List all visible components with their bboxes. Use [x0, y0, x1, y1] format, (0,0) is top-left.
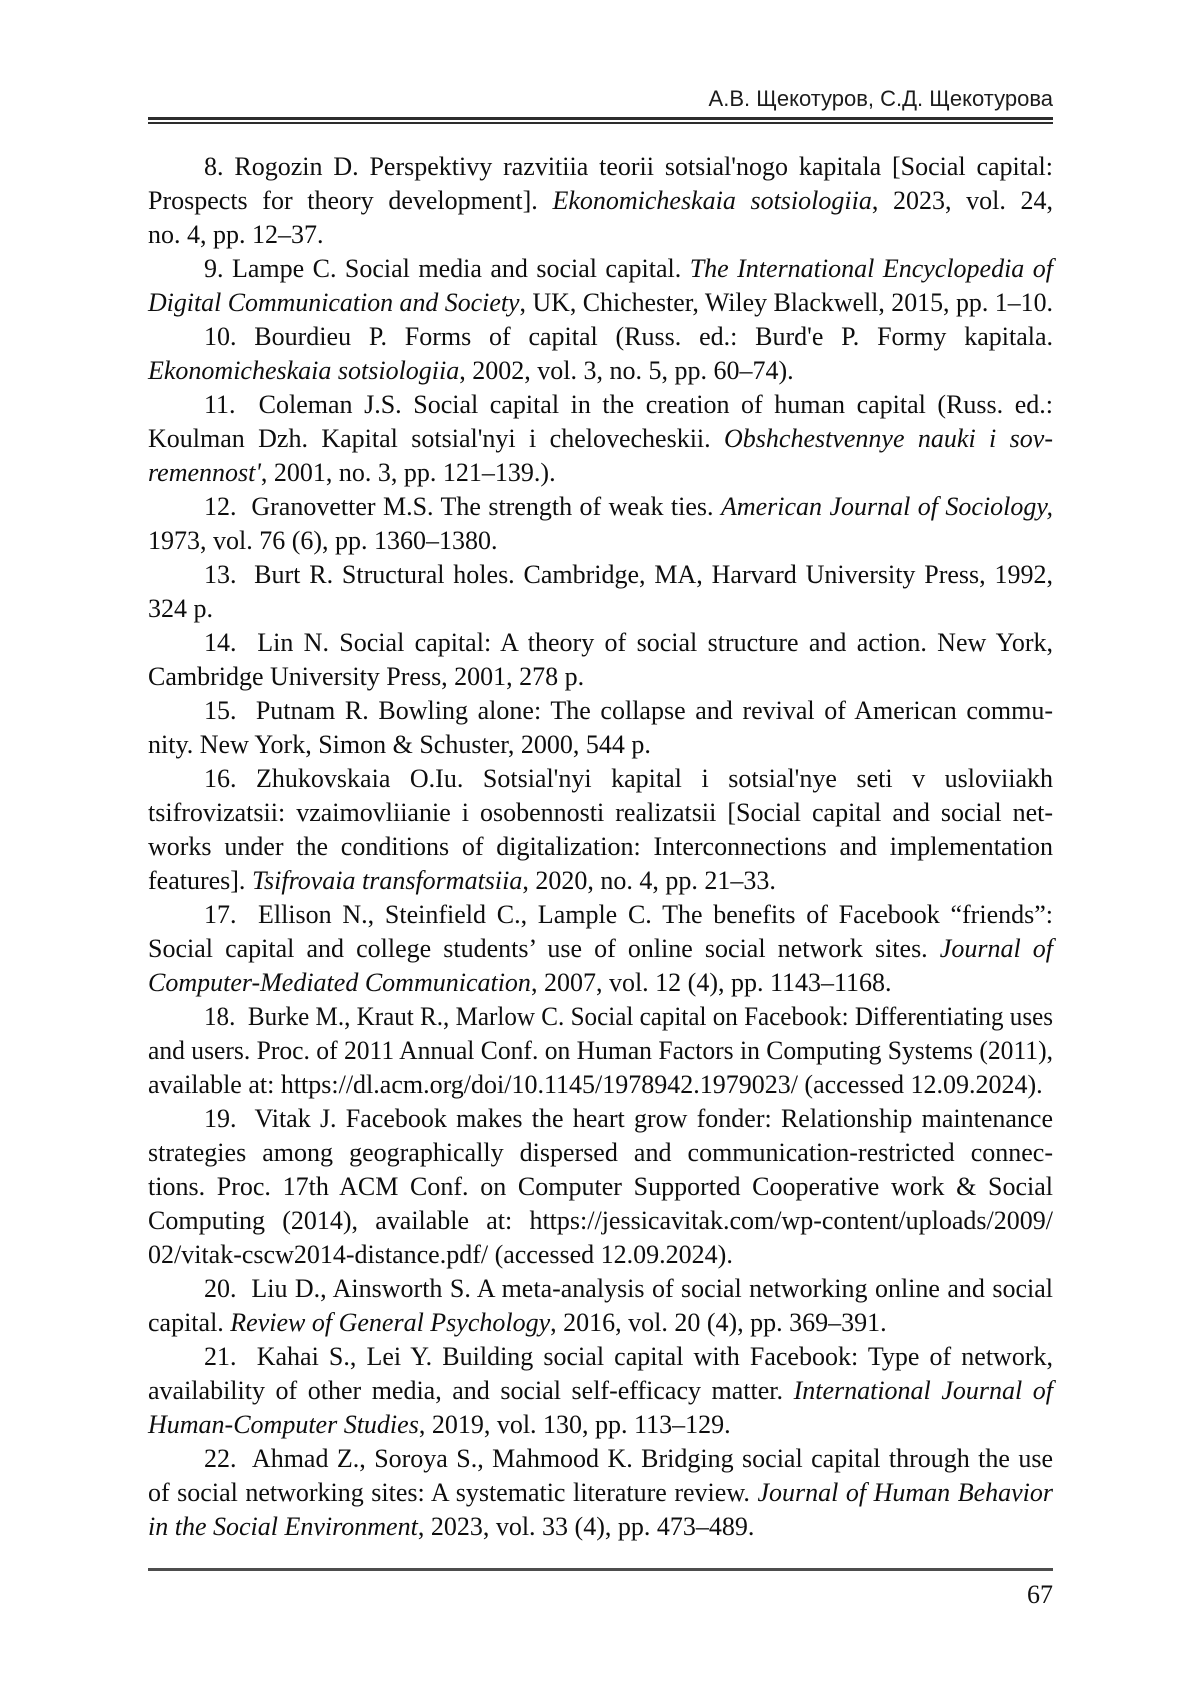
reference-line: Digital Communication and Society, UK, Chichester, Wiley Blackwell, 2015, pp. 1–10. — [148, 288, 1053, 317]
reference-line: and users. Proc. of 2011 Annual Conf. on Human Factors in Computing Systems (2011), — [148, 1036, 1053, 1065]
reference-line: Prospects for theory development]. Ekonomicheskaia sotsiologiia, 2023, vol. 24, — [148, 186, 1053, 215]
reference-line: 19. Vitak J. Facebook makes the heart grow fonder: Relationship maintenance — [204, 1104, 1053, 1133]
page-number: 67 — [1027, 1580, 1053, 1609]
reference-line: 21. Kahai S., Lei Y. Building social capital with Facebook: Type of network, — [204, 1342, 1053, 1371]
reference-line: remennost', 2001, no. 3, pp. 121–139.). — [148, 458, 556, 487]
reference-item — [148, 1340, 1053, 1442]
reference-item — [148, 150, 1053, 252]
reference-item — [148, 762, 1053, 898]
reference-line: tions. Proc. 17th ACM Conf. on Computer Supported Cooperative work & Social — [148, 1172, 1053, 1201]
reference-item — [148, 490, 1053, 558]
reference-line: features]. Tsifrovaia transformatsiia, 2020, no. 4, pp. 21–33. — [148, 866, 776, 895]
reference-item — [148, 252, 1053, 320]
reference-line: Koulman Dzh. Kapital sotsial'nyi i chelovecheskii. Obshchestvennye nauki i sov- — [148, 424, 1053, 453]
reference-line: 20. Liu D., Ainsworth S. A meta-analysis of social networking online and social — [204, 1274, 1053, 1303]
reference-line: tsifrovizatsii: vzaimovliianie i osobennosti realizatsii [Social capital and social net- — [148, 798, 1053, 827]
reference-item — [148, 1000, 1053, 1102]
running-head: А.В. Щекотуров, С.Д. Щекотурова — [708, 86, 1053, 111]
reference-item — [148, 1102, 1053, 1272]
reference-item — [148, 1272, 1053, 1340]
reference-line: 8. Rogozin D. Perspektivy razvitiia teorii sotsial'nogo kapitala [Social capital: — [204, 152, 1053, 181]
reference-line: available at: https://dl.acm.org/doi/10.1145/1978942.1979023/ (accessed 12.09.2024). — [148, 1070, 1043, 1099]
reference-line: in the Social Environment, 2023, vol. 33 (4), pp. 473–489. — [148, 1512, 755, 1541]
reference-line: 12. Granovetter M.S. The strength of weak ties. American Journal of Sociology, — [204, 492, 1054, 521]
reference-line: 22. Ahmad Z., Soroya S., Mahmood K. Bridging social capital through the use — [204, 1444, 1053, 1473]
reference-line: availability of other media, and social self-efficacy matter. International Journal of — [148, 1376, 1053, 1405]
reference-line: 324 p. — [148, 594, 213, 623]
footer-rule — [148, 1568, 1053, 1571]
reference-line: 1973, vol. 76 (6), pp. 1360–1380. — [148, 526, 498, 555]
reference-line: strategies among geographically dispersed and communication-restricted connec- — [148, 1138, 1053, 1167]
reference-item — [148, 558, 1053, 626]
reference-line: Computer-Mediated Communication, 2007, vol. 12 (4), pp. 1143–1168. — [148, 968, 892, 997]
reference-line: Ekonomicheskaia sotsiologiia, 2002, vol. 3, no. 5, pp. 60–74). — [148, 356, 794, 385]
reference-line: 18. Burke M., Kraut R., Marlow C. Social capital on Facebook: Differentiating uses — [204, 1002, 1053, 1031]
reference-line: nity. New York, Simon & Schuster, 2000, 544 p. — [148, 730, 651, 759]
header-rule — [148, 117, 1053, 124]
reference-line: of social networking sites: A systematic literature review. Journal of Human Behavior — [148, 1478, 1054, 1507]
reference-item — [148, 320, 1053, 388]
reference-line: 14. Lin N. Social capital: A theory of social structure and action. New York, — [204, 628, 1053, 657]
reference-line: 15. Putnam R. Bowling alone: The collapse and revival of American commu- — [204, 696, 1053, 725]
reference-line: 10. Bourdieu P. Forms of capital (Russ. ed.: Burd'e P. Formy kapitala. — [204, 322, 1053, 351]
reference-line: Social capital and college students’ use of online social network sites. Journal of — [148, 934, 1053, 963]
reference-item — [148, 388, 1053, 490]
reference-line: Human-Computer Studies, 2019, vol. 130, pp. 113–129. — [148, 1410, 731, 1439]
reference-line: 13. Burt R. Structural holes. Cambridge, MA, Harvard University Press, 1992, — [204, 560, 1053, 589]
reference-line: 9. Lampe C. Social media and social capital. The International Encyclopedia of — [204, 254, 1053, 283]
reference-line: 16. Zhukovskaia O.Iu. Sotsial'nyi kapital i sotsial'nye seti v usloviiakh — [204, 764, 1053, 793]
reference-line: 11. Coleman J.S. Social capital in the creation of human capital (Russ. ed.: — [204, 390, 1053, 419]
reference-line: works under the conditions of digitalization: Interconnections and implementation — [148, 832, 1053, 861]
reference-item — [148, 1442, 1053, 1544]
reference-item — [148, 898, 1053, 1000]
reference-line: no. 4, pp. 12–37. — [148, 220, 324, 249]
reference-item — [148, 626, 1053, 694]
references-list — [148, 150, 1053, 1544]
reference-line: Computing (2014), available at: https://jessicavitak.com/wp-content/uploads/2009/ — [148, 1206, 1053, 1235]
reference-item — [148, 694, 1053, 762]
reference-line: capital. Review of General Psychology, 2016, vol. 20 (4), pp. 369–391. — [148, 1308, 887, 1337]
reference-line: 17. Ellison N., Steinfield C., Lample C. The benefits of Facebook “friends”: — [204, 900, 1053, 929]
reference-line: 02/vitak-cscw2014-distance.pdf/ (accessed 12.09.2024). — [148, 1240, 733, 1269]
reference-line: Cambridge University Press, 2001, 278 p. — [148, 662, 585, 691]
